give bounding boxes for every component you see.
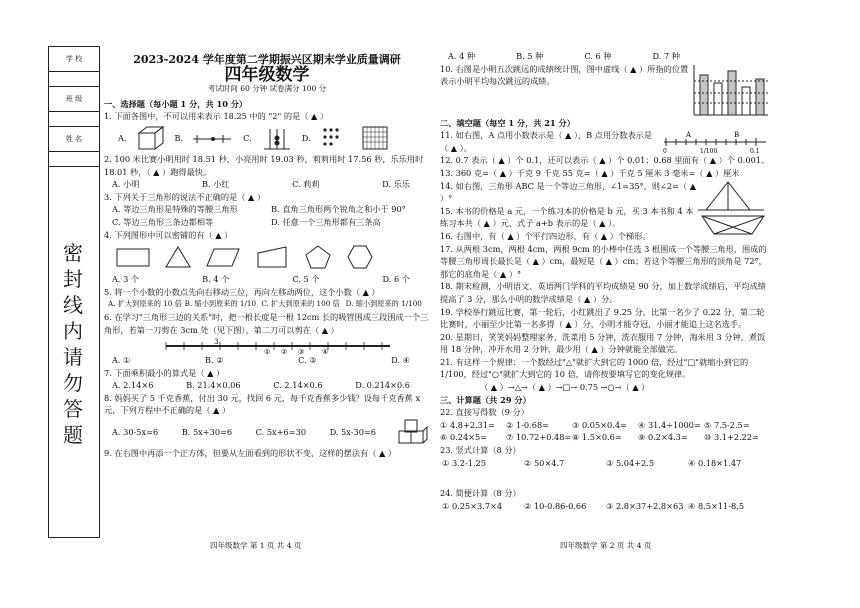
option-a[interactable]: A. 3 个 [112,274,140,285]
option-c[interactable]: C. 扩大到原来的 100 倍 [261,299,340,309]
question-22: 22. 直接写得数（9 分） [440,407,529,418]
ruler-mark-1: ① [264,348,271,355]
straw-ruler-figure [164,336,394,354]
option-d[interactable]: D. 6 个 [382,274,410,285]
question-16: 16. 右图中，有（ ▲ ）个平行四边形，有（ ▲ ）个梯形。 [440,230,651,241]
question-7: 7. 下面乘积最小的算式是（ ▲ ） [104,367,225,378]
question-5-options [104,298,430,311]
calc-item: ① 3.2-1.25 [442,457,486,468]
footer-page-2: 四年级数学 第 2 页 共 4 页 [560,541,652,550]
question-21: 21. 有这样一个规律：一个数经过"△"就扩大到它的 1000 倍，经过"□"就缩小到它的 1/100，经过"○"就扩大到它的 10 倍，请你按要填写它的变化规律。 [440,356,749,380]
seal-char: 勿 [63,371,83,395]
option-label: D. [301,132,311,143]
option-c[interactable]: C. 5x+6=30 [255,426,307,437]
question-1-figures [104,123,430,153]
cube-stack-figure-icon [396,417,430,447]
question-17: 17. 从两根 3cm，两根 4cm，两根 9cm 的小棒中任选 3 根围成一个等腰三角形，围成的等腰三角形周长最长是（ ▲ ）cm，最短是（ ▲ ）cm；若这个等腰三角形的顶角是 72°，那它的底角是（ ▲ ）° [440,243,767,279]
calc-item: ⑨ 0.2×4.3= [638,432,688,443]
footer-page-1: 四年级数学 第 1 页 共 4 页 [210,541,302,550]
jump-bar-chart-figure [690,63,770,117]
dot-grid-figure-icon [321,125,351,151]
option-a[interactable]: A. 小明 [112,179,140,190]
name-label: 姓 名 [49,127,99,152]
exam-meta: 考试时间 60 分钟 试卷满分 100 分 [207,84,327,94]
option-d[interactable]: D. 5x-30=6 [329,426,376,437]
question-3: 3. 下列关于三角形的说法不正确的是（ ▲ ） [104,191,266,202]
option-b[interactable]: B. 4 个 [202,274,230,285]
ruler-mark-2: ② [281,348,288,355]
calc-item: ③ 5.04+2.5 [606,457,655,468]
question-24: 24. 简便计算（8 分） [440,488,521,499]
calc-item: ⑧ 1.5×0.6= [572,432,622,443]
question-11: 11. 如右图，A 点用小数表示是（ ▲ ），B 点用分数表示是（ ▲ ）。 [440,130,653,153]
option-a[interactable]: A. ① [112,355,131,366]
question-21-chain: （ ▲ ）→△→（ ▲ ）→□→ 0.75 →○→（ ▲ ） [480,382,650,393]
number-line-figure-icon [193,131,233,145]
question-9-options [440,50,770,63]
question-20: 20. 星期日，笑笑妈妈整理家务，洗菜用 5 分钟，洗衣服用 7 分钟，淘米用 3 分钟，煮饭用 18 分钟，冲开水用 2 分钟，最少用（ ▲ ）分钟就能全部做完。 [440,331,766,355]
calc-item: ⑦ 10.72+0.48= [506,432,572,443]
question-8: 8. 妈妈买了 5 千克香蕉，付出 30 元，找回 6 元，每千克香蕉多少钱？设每千克香蕉 x 元，下列方程中不正确的是（ ▲ ） [104,392,421,416]
question-7-options [104,379,430,392]
question-4-options [104,273,430,286]
option-b[interactable]: B. ② [205,355,224,366]
left-column [104,50,430,460]
option-c[interactable]: C. ③ [298,355,317,366]
abacus-figure-icon [262,125,292,151]
cube-figure-icon [137,125,165,151]
option-d[interactable]: D. 任意一个三角形都有三条高 [271,216,381,227]
question-10: 10. 右图是小明五次跳远的成绩统计图，图中虚线（ ▲ ）所指的位置表示小明平均每次跳远的成绩。 [440,63,689,87]
option-d[interactable]: D. 0.214×0.6 [355,380,410,391]
option-c[interactable]: C. 6 种 [584,51,612,61]
seal-char: 答 [63,397,83,421]
question-23-items [440,457,770,470]
triangle-shape-icon [164,245,192,269]
question-2-options [104,178,430,191]
class-field[interactable] [49,112,99,127]
section-calc-heading: 三、计算题（共 29 分） [440,394,531,405]
option-label: C. [243,132,252,143]
option-a[interactable]: A. 2.14×6 [112,380,154,391]
calc-item: ③ 0.05×0.4= [572,419,627,430]
question-22-items [440,419,770,444]
option-b[interactable]: B. 21.4×0.06 [186,380,241,391]
option-a[interactable]: A. 30-5x=6 [112,426,159,437]
exam-title: 2023-2024 学年度第二学期振兴区期末学业质量调研 [133,53,401,66]
decimal-number-line-figure [660,130,770,154]
question-24-items [440,500,770,513]
right-column [440,50,770,512]
scissor-mark: 3 [214,338,219,347]
pentagon-shape-icon [304,244,332,270]
option-c[interactable]: C. 等边三角形三条边都相等 [112,216,214,227]
calc-item: ⑩ 3.1+2.22= [704,432,759,443]
option-a[interactable]: A. 4 种 [448,51,476,61]
trapezoid-lines-figure [698,214,768,236]
question-23: 23. 竖式计算（8 分） [440,445,521,456]
question-5: 5. 将一个小数的小数点先向右移动三位，再向左移动两位，这个小数（ ▲ ） [104,286,380,297]
option-b[interactable]: B. 小红 [201,179,230,190]
option-d[interactable]: D. 乐乐 [382,179,410,190]
option-b[interactable]: B. 直角三角形两个锐角之和小于 90° [271,204,406,215]
question-3-options [104,203,430,228]
seal-char: 密 [63,241,83,265]
option-b[interactable]: B. 缩小到原来的 1/10 [184,299,257,309]
option-c[interactable]: C. 2.14×0.6 [273,380,323,391]
option-d[interactable]: D. 缩小到原来的 1/100 [345,299,422,309]
calc-item: ⑤ 7.5-2.5= [704,419,750,430]
question-1: 1. 下面各图中，不可以用来表示 18.25 中的 "2" 的是（ ▲ ） [104,111,329,122]
calc-item: ④ 8.5×11-8.5 [688,500,745,511]
calc-item: ④ 0.18×1.47 [688,457,742,468]
option-a[interactable]: A. 等边三角形是特殊的等腰三角形 [112,204,238,215]
section-fill-heading: 二、填空题（每空 1 分，共 21 分） [440,117,575,128]
name-field[interactable] [49,152,99,167]
seal-char: 内 [63,319,83,343]
school-label: 学 校 [49,47,99,72]
question-4: 4. 下列图形中可以密铺的有（ ▲ ） [104,229,233,240]
question-15: 15. 本书的价格是 a 元，一个练习本的价格是 b 元，买 3 本书和 4 本练习本共（ ▲ ）元，式子 a+b 表示的是（ ▲ ）。 [440,205,694,229]
calc-item: ② 10-0.86-0.66 [524,500,587,511]
option-b[interactable]: B. 5x+30=6 [181,426,233,437]
point-a-label: A [686,131,692,140]
calc-item: ⑥ 0.24×5= [440,432,488,443]
exam-subtitle: 四年级数学 [224,64,310,85]
question-19: 19. 学校举行跳远比赛，第一轮后，小红跳出了 9.25 分，比第一名少了 0.22 分，第二轮比赛时，小丽至少比第一名多得（ ▲ ）分，小明才能夺冠，小丽才能追上这名选手。 [440,306,765,330]
question-9: 9. 在右图中再添一个正方体，但要从左面看到的形状不变，这样的摆法有（ ▲ ） [104,448,397,459]
question-13: 13. 360 克=（ ▲ ）千克 9 千克 55 克=（ ▲ ）千克 5 厘米 3 毫米=（ ▲ ）厘米 [440,167,740,178]
calc-item: ① 0.25×3.7×4 [442,500,503,511]
seal-char: 请 [63,345,83,369]
option-label: A. [118,132,127,143]
calc-item: ① 4.8+2.31= [440,419,495,430]
seal-char: 封 [63,267,83,291]
question-6: 6. 在学习"三角形三边的关系"时，把一根长度是一根 12cm 长的吸管围成三段围成一个三角形，若第一刀剪在 3cm 处（见下图），第二刀可以剪在（ ▲ ） [104,311,429,335]
hundred-grid-figure-icon [361,125,391,151]
seal-warning [60,240,86,448]
equilateral-triangle-figure [698,180,768,214]
class-label: 班 级 [49,87,99,112]
question-14: 14. 如右图，三角形 ABC 是一个等边三角形，∠1=35°，则∠2=（ ▲ ）° [440,180,697,204]
option-c[interactable]: C. 5 个 [292,274,320,285]
option-a[interactable]: A. 扩大到原来的 10 倍 [108,299,182,309]
section-choice-heading: 一、选择题（每小题 1 分，共 10 分） [104,98,248,109]
calc-item: ② 50×4.7 [524,457,565,468]
rectangle-shape-icon [116,246,150,268]
option-d[interactable]: D. ④ [391,355,410,366]
option-c[interactable]: C. 莉莉 [292,179,320,190]
tick-point-one: 0.1 [750,148,760,155]
option-d[interactable]: D. 7 种 [652,51,680,61]
point-b-label: B [734,131,740,140]
question-8-options [104,426,396,439]
calc-item: ④ 31.4÷1000= [638,419,701,430]
calc-item: ② 1-0.68= [506,419,550,430]
hexagon-shape-icon [346,244,374,270]
parallelogram-shape-icon [206,246,240,268]
option-b[interactable]: B. 5 种 [516,51,544,61]
school-field[interactable] [49,72,99,87]
ruler-mark-3: ③ [298,348,305,355]
calc-item: ③ 2.8×37+2.8×63 [606,500,684,511]
question-4-shapes [104,241,430,273]
tick-zero: 0 [663,148,667,155]
ruler-mark-4: ④ [322,348,329,355]
trapezoid-shape-icon [254,245,290,269]
question-12: 12. 0.7 表示（ ▲ ）个 0.1，还可以表示（ ▲ ）个 0.01；0.68 里面有（ ▲ ）个 0.001。 [440,155,770,166]
question-6-options [104,354,430,367]
question-2: 2. 100 米比赛小明用时 18.51 秒，小亮用时 19.03 秒，莉莉用时 17.56 秒，乐乐用时 18.01 秒，（ ▲ ）跑得最快。 [104,153,424,177]
question-18: 18. 期末检测，小明语文、英语两门学科的平均成绩是 90 分，加上数学成绩后，平均成绩提高了 3 分，那么小明的数学成绩是（ ▲ ）分。 [440,281,766,304]
seal-char: 线 [63,293,83,317]
option-label: B. [174,132,184,143]
seal-char: 题 [63,423,83,447]
tick-frac: 1/100 [700,148,718,155]
